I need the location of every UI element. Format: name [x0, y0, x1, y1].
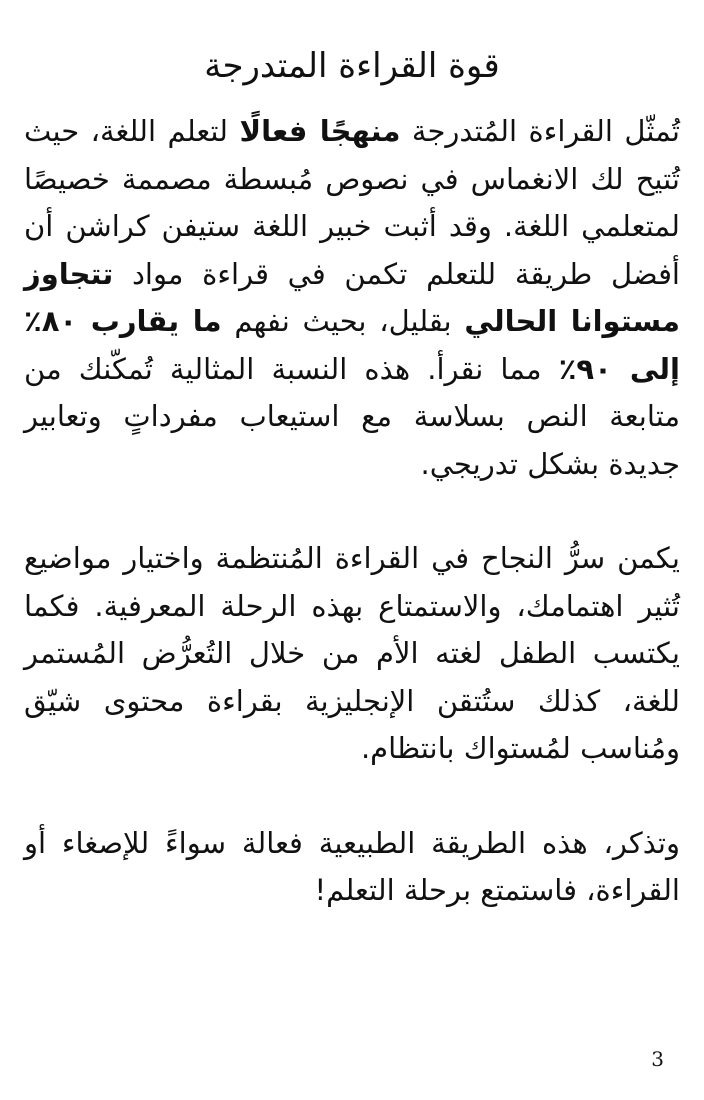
- paragraph-text: لتعلم اللغة، حيث تُتيح لك الانغماس في نصوص مُبسطة مصممة خصيصًا لمتعلمي اللغة. وقد أثبت خبير اللغة ستيفن كراشن أن أفضل طريقة للتعلم تكمن في قراءة مواد: [24, 114, 680, 291]
- bold-phrase-comprehension-rate: ما يقارب ٨٠٪ إلى ٩٠٪: [24, 304, 680, 386]
- paragraph-spacer: [24, 488, 680, 535]
- page-number: 3: [651, 1047, 664, 1071]
- paragraph-success-secret: يكمن سرُّ النجاح في القراءة المُنتظمة واختيار مواضيع تُثير اهتمامك، والاستمتاع بهذه الرحلة المعرفية. فكما يكتسب الطفل لغته الأم من خلال التُعرُّض المُستمر للغة، كذلك ستُتقن الإنجليزية بقراءة محتوى شيّق ومُناسب لمُستواك بانتظام.: [24, 541, 680, 765]
- paragraph-reminder: وتذكر، هذه الطريقة الطبيعية فعالة سواءً للإصغاء أو القراءة، فاستمتع برحلة التعلم!: [24, 825, 680, 907]
- paragraph-graded-reading: [24, 108, 680, 488]
- paragraph-spacer: [24, 773, 680, 820]
- bold-phrase-effective-method: منهجًا فعالًا: [239, 114, 401, 148]
- page-title: قوة القراءة المتدرجة: [204, 46, 500, 86]
- paragraph-text: بقليل، بحيث نفهم: [221, 304, 465, 338]
- paragraph-text: تُمثّل القراءة المُتدرجة: [400, 114, 680, 148]
- bold-phrase-beyond-level: تتجاوز مستوانا الحالي: [24, 256, 681, 338]
- paragraph-text: مما نقرأ. هذه النسبة المثالية تُمكّنك من متابعة النص بسلاسة مع استيعاب مفرداتٍ وتعابير جديدة بشكل تدريجي.: [24, 351, 680, 481]
